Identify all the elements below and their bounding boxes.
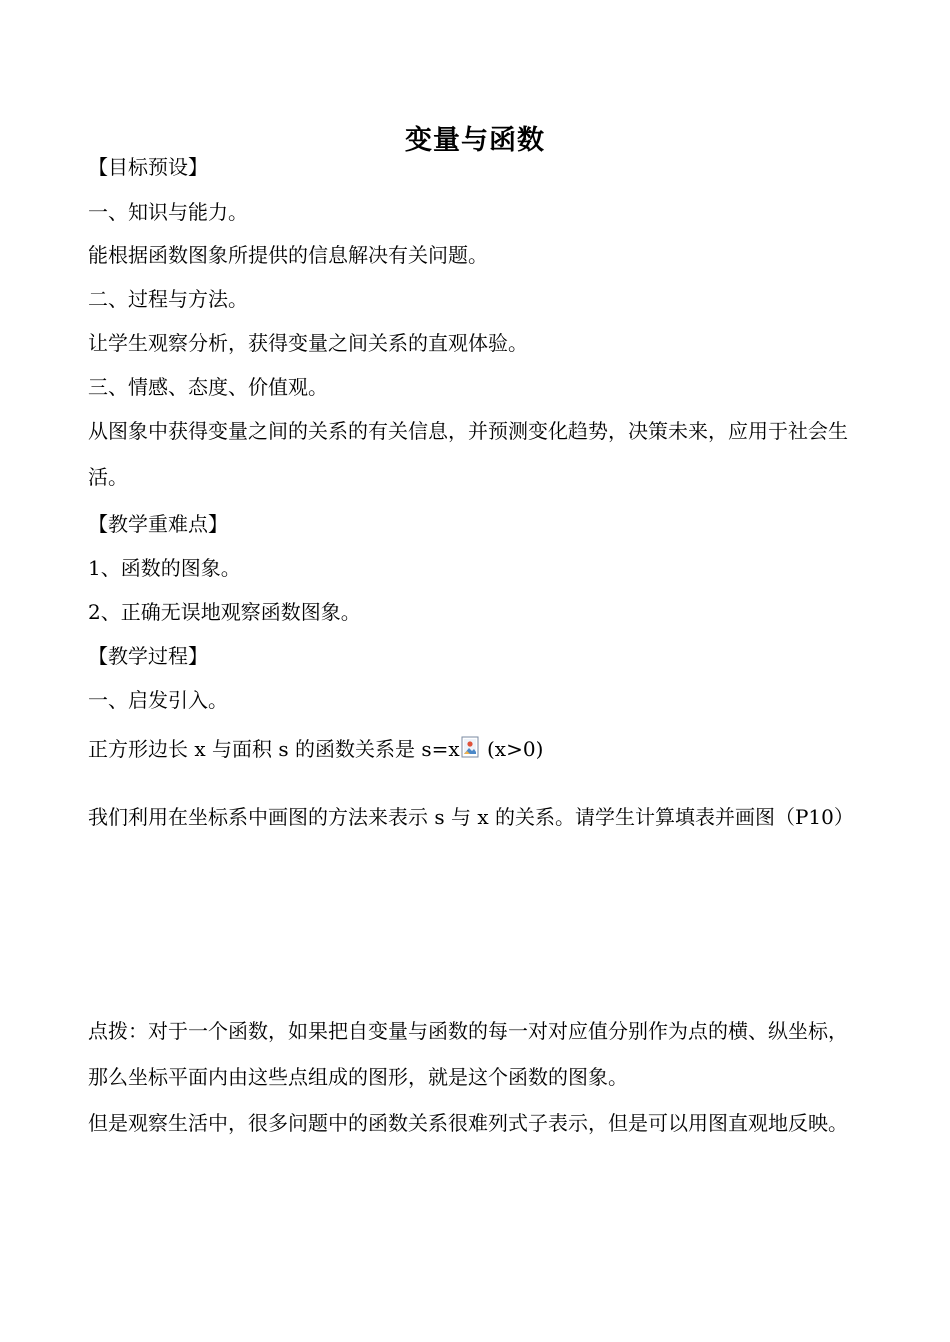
goal3-heading: 三、情感、态度、价值观。 (88, 375, 328, 399)
goal1-heading: 一、知识与能力。 (88, 200, 248, 224)
goal3-text: 从图象中获得变量之间的关系的有关信息，并预测变化趋势，决策未来，应用于社会生活。 (88, 419, 848, 489)
page-title: 变量与函数 (405, 125, 545, 156)
step1-text2: 我们利用在坐标系中画图的方法来表示 s 与 x 的关系。请学生计算填表并画图（P10） (88, 805, 854, 829)
keypoint-2: 2、正确无误地观察函数图象。 (88, 600, 361, 624)
keypoints-heading: 【教学重难点】 (88, 512, 228, 536)
goal2-heading: 二、过程与方法。 (88, 287, 248, 311)
step1-formula-line (88, 734, 868, 764)
process-heading: 【教学过程】 (88, 644, 208, 668)
keypoint-1: 1、函数的图象。 (88, 556, 241, 580)
goal2-text: 让学生观察分析，获得变量之间关系的直观体验。 (88, 331, 528, 355)
goals-heading: 【目标预设】 (88, 155, 208, 179)
tip-text: 点拨：对于一个函数，如果把自变量与函数的每一对对应值分别作为点的横、纵坐标，那么坐标平面内由这些点组成的图形，就是这个函数的图象。 (88, 1019, 848, 1089)
step1-heading: 一、启发引入。 (88, 688, 228, 712)
broken-image-icon (461, 736, 479, 758)
goal1-text: 能根据函数图象所提供的信息解决有关问题。 (88, 243, 488, 267)
observe-text: 但是观察生活中，很多问题中的函数关系很难列式子表示，但是可以用图直观地反映。 (88, 1111, 848, 1135)
step1-text-after: (x>0) (480, 737, 544, 761)
step1-text-before: 正方形边长 x 与面积 s 的函数关系是 s=x (88, 737, 460, 761)
